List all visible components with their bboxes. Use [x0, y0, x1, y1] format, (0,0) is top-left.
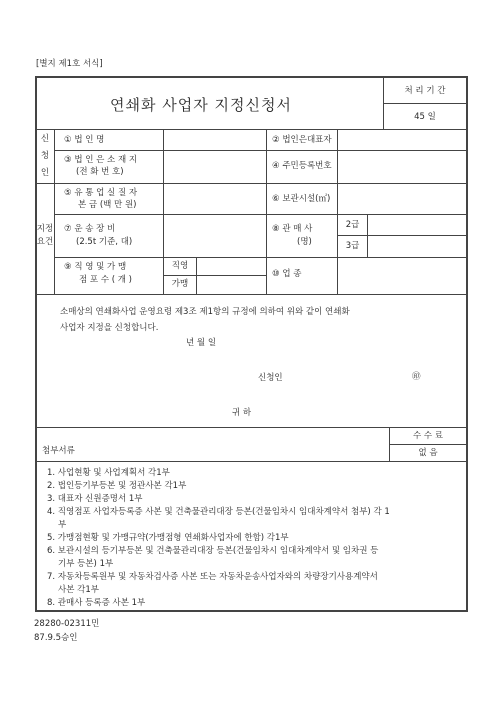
field-transport-label-2: (2.5t 기준, 대)	[76, 237, 133, 247]
processing-label: 처 리 기 간	[404, 86, 446, 96]
statement-line-1: 소매상의 연쇄화사업 운영요령 제3조 제1항의 규정에 의하여 위와 같이 연쇄화	[60, 307, 350, 317]
field-industry-label: ⑩ 업 종	[272, 269, 302, 279]
fee-label: 수 수 료	[412, 431, 444, 441]
header-bottom	[36, 129, 467, 130]
fee-value: 없 음	[418, 448, 438, 458]
field-resident-number-label: ④ 주민등록번호	[272, 161, 332, 171]
applicant-label-2: 청	[40, 151, 50, 161]
applicant-label-1: 신	[40, 134, 50, 144]
applicant-label-3: 인	[40, 168, 50, 178]
frame-top	[35, 76, 468, 78]
franchise-store-label: 가맹	[171, 279, 189, 289]
list-item: 5. 가맹점현황 및 가맹규약(가맹점형 연쇄화사업자에 한함) 각1부	[47, 533, 289, 543]
statement-line-2: 사업자 지정을 신청합니다.	[60, 323, 159, 333]
field-representative-label: ② 법인은대표자	[272, 135, 332, 145]
requirement-label-1: 지정	[36, 224, 54, 234]
footer-approved: 87.9.5승인	[34, 633, 78, 643]
list-item: 7. 자동차등록원부 및 자동차검사증 사본 또는 자동차운송사업자와의 차량장기사용계약서	[47, 572, 378, 582]
field-stores-label-2: 점 포 수 ( 개 )	[79, 275, 132, 285]
statement-date: 년 월 일	[186, 338, 217, 348]
footer-code: 28280-02311민	[34, 619, 100, 629]
list-item: 1. 사업현황 및 사업계획서 각1부	[47, 468, 170, 478]
field-capital-label-2: 본 금 (백 만 원)	[78, 200, 137, 210]
processing-value: 45 일	[414, 112, 436, 122]
list-item: 부	[58, 520, 67, 530]
field-stores-label-1: ⑨ 직 영 및 가 맹	[64, 262, 127, 272]
attachments-title: 첨부서류	[42, 446, 75, 456]
frame-right	[466, 76, 468, 612]
grade-2-label: 2급	[345, 220, 360, 230]
list-item: 사본 각1부	[58, 585, 99, 595]
list-item: 6. 보관시설의 등기부등본 및 건축물관리대장 등본(건물임차시 임대차계약서 및 임차권 등	[47, 546, 379, 556]
form-title: 연쇄화 사업자 지정신청서	[110, 96, 292, 114]
list-item: 4. 직영점포 사업자등록증 사본 및 건축물관리대장 등본(건물임차시 임대차계약서 첨부) 각 1	[47, 507, 390, 517]
field-storage-label: ⑥ 보관시설(㎡)	[272, 194, 331, 204]
seal-mark: ㊞	[412, 372, 421, 382]
field-corp-name-label: ① 법 인 명	[64, 135, 105, 145]
field-transport-label-1: ⑦ 운 송 장 비	[64, 224, 116, 234]
field-phone-label: (전 화 번 호)	[76, 167, 124, 177]
field-capital-label-1: ⑤ 유 통 업 실 질 자	[64, 188, 138, 198]
field-salesperson-label-2: (명)	[297, 237, 312, 247]
form-number: [별지 제1호 서식]	[36, 59, 103, 69]
list-item: 3. 대표자 신원증명서 1부	[47, 494, 143, 504]
requirement-label-2: 요건	[36, 237, 54, 247]
statement-recipient: 귀 하	[232, 408, 252, 418]
direct-store-label: 직영	[171, 261, 189, 271]
field-address-label: ③ 법 인 은 소 재 지	[64, 155, 138, 165]
list-item: 8. 관매사 등록증 사본 1부	[47, 598, 146, 608]
statement-applicant: 신청인	[258, 373, 283, 383]
frame-bottom	[35, 610, 468, 612]
list-item: 2. 법인등기부등본 및 정관사본 각1부	[47, 481, 187, 491]
field-salesperson-label-1: ⑧ 관 매 사	[272, 224, 313, 234]
grade-3-label: 3급	[345, 241, 360, 251]
list-item: 기부 등본) 1부	[58, 559, 114, 569]
